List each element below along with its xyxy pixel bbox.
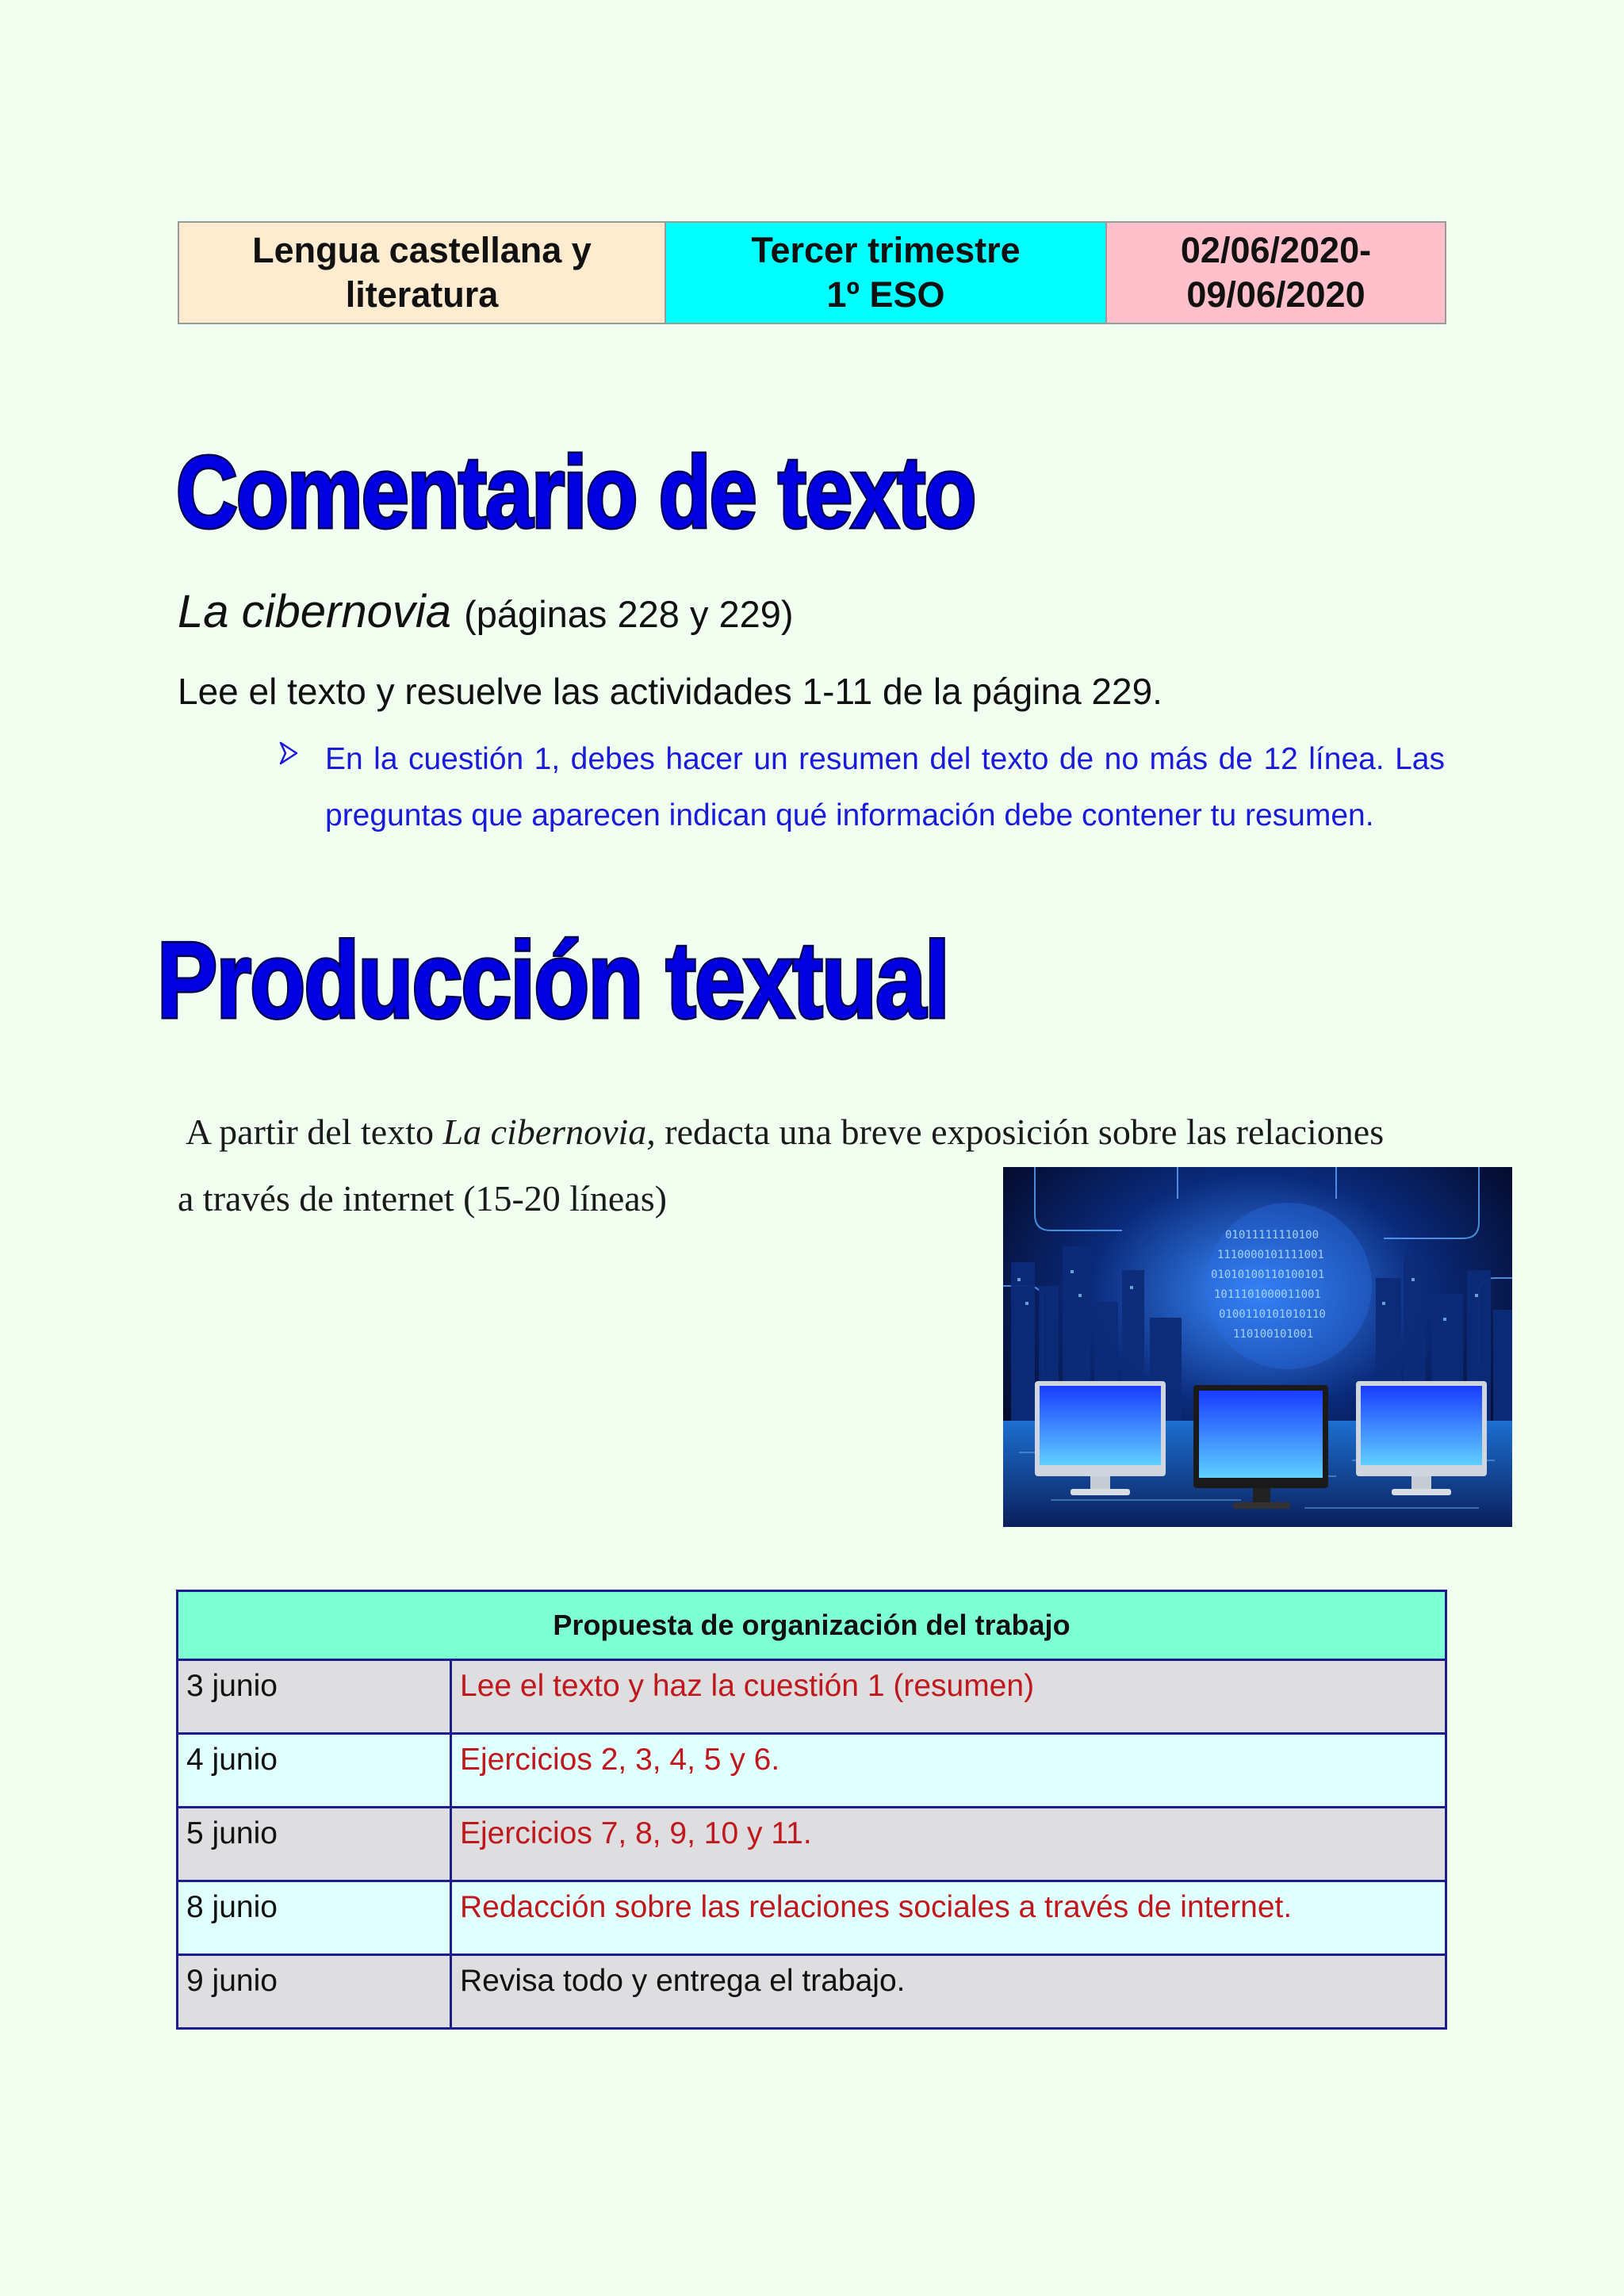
term-cell: Tercer trimestre 1º ESO [665, 223, 1105, 323]
row-date: 5 junio [178, 1808, 452, 1880]
svg-text:1110000101111001: 1110000101111001 [1217, 1249, 1324, 1261]
instruction-text: Lee el texto y resuelve las actividades 1-11 de la página 229. [178, 671, 1162, 712]
row-task: Redacción sobre las relaciones sociales a través de internet. [460, 1890, 1293, 1924]
svg-text:1011101000011001: 1011101000011001 [1214, 1288, 1321, 1301]
table-row [178, 1880, 1445, 1954]
writing-prompt-line2: a través de internet (15-20 líneas) [178, 1178, 667, 1219]
row-date: 8 junio [178, 1882, 452, 1954]
cyber-network-image [1003, 1167, 1512, 1527]
table-row [178, 1806, 1445, 1880]
row-task: Revisa todo y entrega el trabajo. [460, 1964, 906, 1998]
subject-cell: Lengua castellana y literatura [179, 223, 665, 323]
table-row [178, 1661, 1445, 1732]
arrow-bullet-icon [279, 741, 298, 765]
dates-cell: 02/06/2020- 09/06/2020 [1105, 223, 1445, 323]
book-subtitle [178, 585, 794, 638]
table-row [178, 1732, 1445, 1806]
svg-text:01011111110100: 01011111110100 [1225, 1229, 1320, 1242]
svg-text:0100110101010110: 0100110101010110 [1219, 1308, 1326, 1321]
schedule-rows [178, 1661, 1445, 2027]
book-pages: (páginas 228 y 229) [464, 593, 794, 635]
section-title-comentario: Comentario de texto [176, 436, 975, 549]
row-date: 3 junio [178, 1661, 452, 1732]
row-task: Ejercicios 2, 3, 4, 5 y 6. [460, 1743, 780, 1777]
row-task: Ejercicios 7, 8, 9, 10 y 11. [460, 1816, 812, 1850]
writing-prompt-line1: A partir del texto La cibernovia, redacta una breve exposición sobre las relaciones [186, 1112, 1385, 1152]
row-date: 9 junio [178, 1956, 452, 2027]
section-title-produccion: Producción textual [157, 920, 949, 1040]
row-task: Lee el texto y haz la cuestión 1 (resumen) [460, 1669, 1035, 1703]
book-title: La cibernovia [178, 586, 451, 637]
schedule-header: Propuesta de organización del trabajo [178, 1592, 1445, 1661]
svg-text:01010100110100101: 01010100110100101 [1211, 1269, 1325, 1281]
svg-text:110100101001: 110100101001 [1233, 1328, 1314, 1341]
header-info-table [178, 221, 1446, 324]
row-date: 4 junio [178, 1735, 452, 1806]
cyber-network-illustration-icon [1003, 1167, 1512, 1527]
schedule-table [176, 1590, 1447, 2030]
table-row [178, 1954, 1445, 2027]
bullet-note: En la cuestión 1, debes hacer un resumen del texto de no más de 12 línea. Las preguntas que aparecen indican qué información debe contener tu resumen. [325, 742, 1445, 832]
